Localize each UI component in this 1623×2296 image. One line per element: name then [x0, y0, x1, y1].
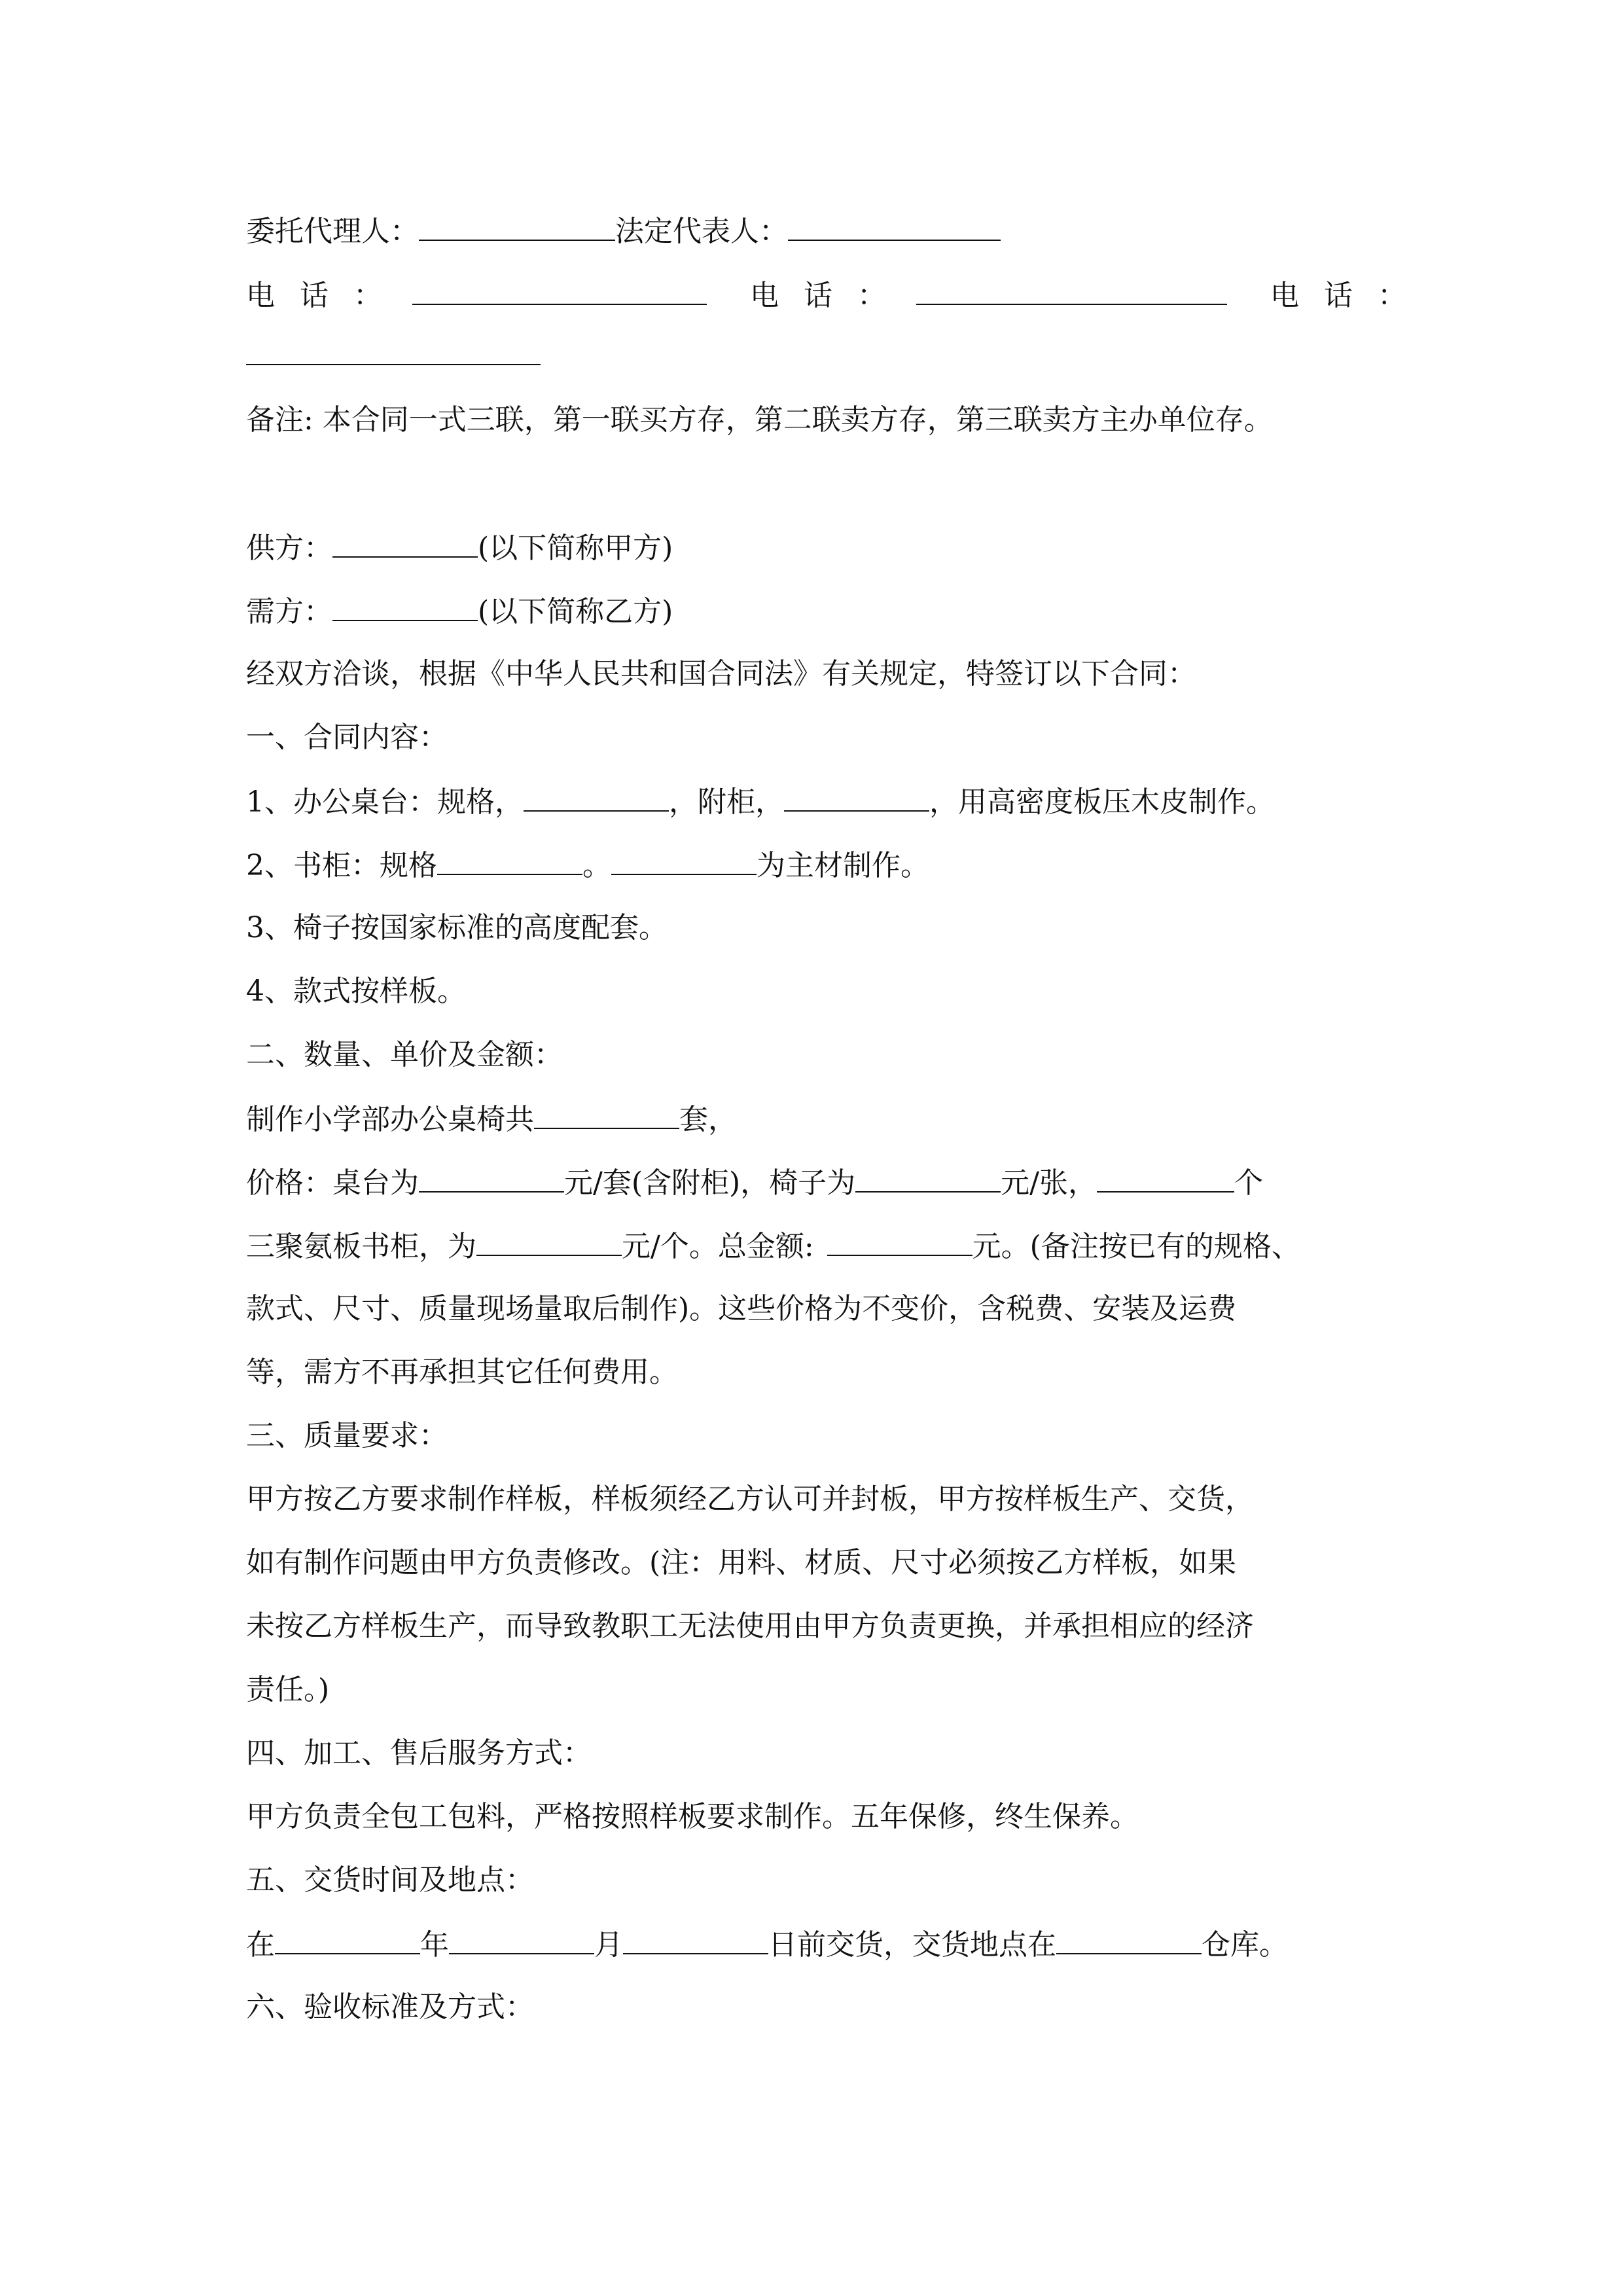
legal-rep-label: 法定代表人： — [615, 215, 788, 248]
section6-heading: 六、验收标准及方式： — [246, 1990, 534, 2024]
price-text-c: 元/张， — [1001, 1166, 1097, 1200]
chair-price-blank[interactable] — [855, 1162, 1001, 1193]
price-text-d: 个 — [1234, 1166, 1263, 1200]
line2-text-c: 元。(备注按已有的规格、 — [972, 1230, 1300, 1263]
total-amount-blank[interactable] — [827, 1226, 972, 1256]
section4-heading: 四、加工、售后服务方式： — [246, 1736, 592, 1770]
section5-line1 — [246, 1924, 1288, 1964]
agent-label: 委托代理人： — [246, 215, 419, 248]
buyer-line — [246, 591, 673, 630]
cabinet-count-blank[interactable] — [1097, 1162, 1234, 1193]
delivery-place-blank[interactable] — [1056, 1924, 1202, 1954]
delivery-month-blank[interactable] — [449, 1924, 594, 1954]
section1-item3: 3、椅子按国家标准的高度配套。 — [246, 911, 668, 944]
item1-text-a: 1、办公桌台：规格， — [246, 785, 524, 819]
buyer-suffix: (以下简称乙方) — [478, 595, 673, 628]
price-text-a: 价格：桌台为 — [246, 1166, 419, 1200]
buyer-label: 需方： — [246, 595, 332, 628]
section1-item1 — [246, 781, 1275, 821]
buyer-blank[interactable] — [332, 591, 478, 621]
item2-text-a: 2、书柜：规格 — [246, 849, 437, 882]
supplier-label: 供方： — [246, 531, 332, 565]
section2-qty-line — [246, 1099, 737, 1138]
phone-label-3: 电 话 ： — [1270, 279, 1414, 312]
phone-blank-1[interactable] — [412, 275, 707, 305]
section3-line1: 甲方按乙方要求制作样板，样板须经乙方认可并封板，甲方按样板生产、交货， — [246, 1482, 1254, 1516]
delivery-text-a: 在 — [246, 1928, 275, 1962]
qty-text-b: 套， — [679, 1103, 737, 1136]
item2-material-blank[interactable] — [611, 845, 757, 875]
section3-line3: 未按乙方样板生产，而导致教职工无法使用由甲方负责更换，并承担相应的经济 — [246, 1609, 1254, 1643]
agent-blank[interactable] — [419, 211, 615, 241]
qty-text-a: 制作小学部办公桌椅共 — [246, 1103, 534, 1136]
section1-item4: 4、款式按样板。 — [246, 975, 466, 1008]
section1-item2 — [246, 845, 929, 884]
phone-line-cont — [246, 335, 541, 374]
supplier-suffix: (以下简称甲方) — [478, 531, 673, 565]
delivery-text-d: 日前交货，交货地点在 — [768, 1928, 1056, 1962]
qty-blank[interactable] — [534, 1099, 679, 1129]
phone-blank-3[interactable] — [246, 335, 541, 365]
item1-spec-blank[interactable] — [524, 781, 669, 812]
delivery-text-c: 月 — [594, 1928, 623, 1962]
supplier-blank[interactable] — [332, 528, 478, 558]
intro-line: 经双方洽谈，根据《中华人民共和国合同法》有关规定，特签订以下合同： — [246, 657, 1196, 691]
item1-text-b: ，附柜， — [669, 785, 784, 819]
delivery-day-blank[interactable] — [623, 1924, 768, 1954]
note-line: 备注: 本合同一式三联，第一联买方存，第二联卖方存，第三联卖方主办单位存。 — [246, 403, 1273, 437]
item1-text-c: ，用高密度板压木皮制作。 — [929, 785, 1275, 819]
section2-heading: 二、数量、单价及金额： — [246, 1038, 563, 1071]
desk-price-blank[interactable] — [419, 1162, 564, 1193]
cabinet-price-blank[interactable] — [476, 1226, 622, 1256]
phone-label-2: 电 话 ： — [749, 279, 894, 312]
line2-text-a: 三聚氨板书柜，为 — [246, 1230, 476, 1263]
agent-line — [246, 211, 1001, 250]
item1-cabinet-blank[interactable] — [784, 781, 929, 812]
section2-line2 — [246, 1226, 1300, 1265]
supplier-line — [246, 528, 673, 567]
section2-price-line — [246, 1162, 1263, 1202]
phone-blank-2[interactable] — [916, 275, 1227, 305]
delivery-text-e: 仓库。 — [1202, 1928, 1288, 1962]
item2-text-b: 。 — [582, 849, 611, 882]
phone-line — [246, 275, 1414, 314]
item2-spec-blank[interactable] — [437, 845, 582, 875]
delivery-year-blank[interactable] — [275, 1924, 420, 1954]
section2-line4: 等，需方不再承担其它任何费用。 — [246, 1355, 678, 1389]
section3-line4: 责任。) — [246, 1673, 330, 1706]
section3-line2: 如有制作问题由甲方负责修改。(注：用料、材质、尺寸必须按乙方样板，如果 — [246, 1546, 1237, 1579]
section5-heading: 五、交货时间及地点： — [246, 1863, 534, 1897]
section3-heading: 三、质量要求： — [246, 1419, 448, 1452]
section4-line1: 甲方负责全包工包料，严格按照样板要求制作。五年保修，终生保养。 — [246, 1800, 1139, 1833]
delivery-text-b: 年 — [420, 1928, 449, 1962]
legal-rep-blank[interactable] — [788, 211, 1001, 241]
phone-label-1: 电 话 ： — [246, 279, 390, 312]
item2-text-c: 为主材制作。 — [757, 849, 929, 882]
section2-line3: 款式、尺寸、质量现场量取后制作)。这些价格为不变价，含税费、安装及运费 — [246, 1292, 1237, 1325]
line2-text-b: 元/个。总金额: — [622, 1230, 814, 1263]
section1-heading: 一、合同内容： — [246, 721, 448, 754]
price-text-b: 元/套(含附柜)，椅子为 — [564, 1166, 856, 1200]
